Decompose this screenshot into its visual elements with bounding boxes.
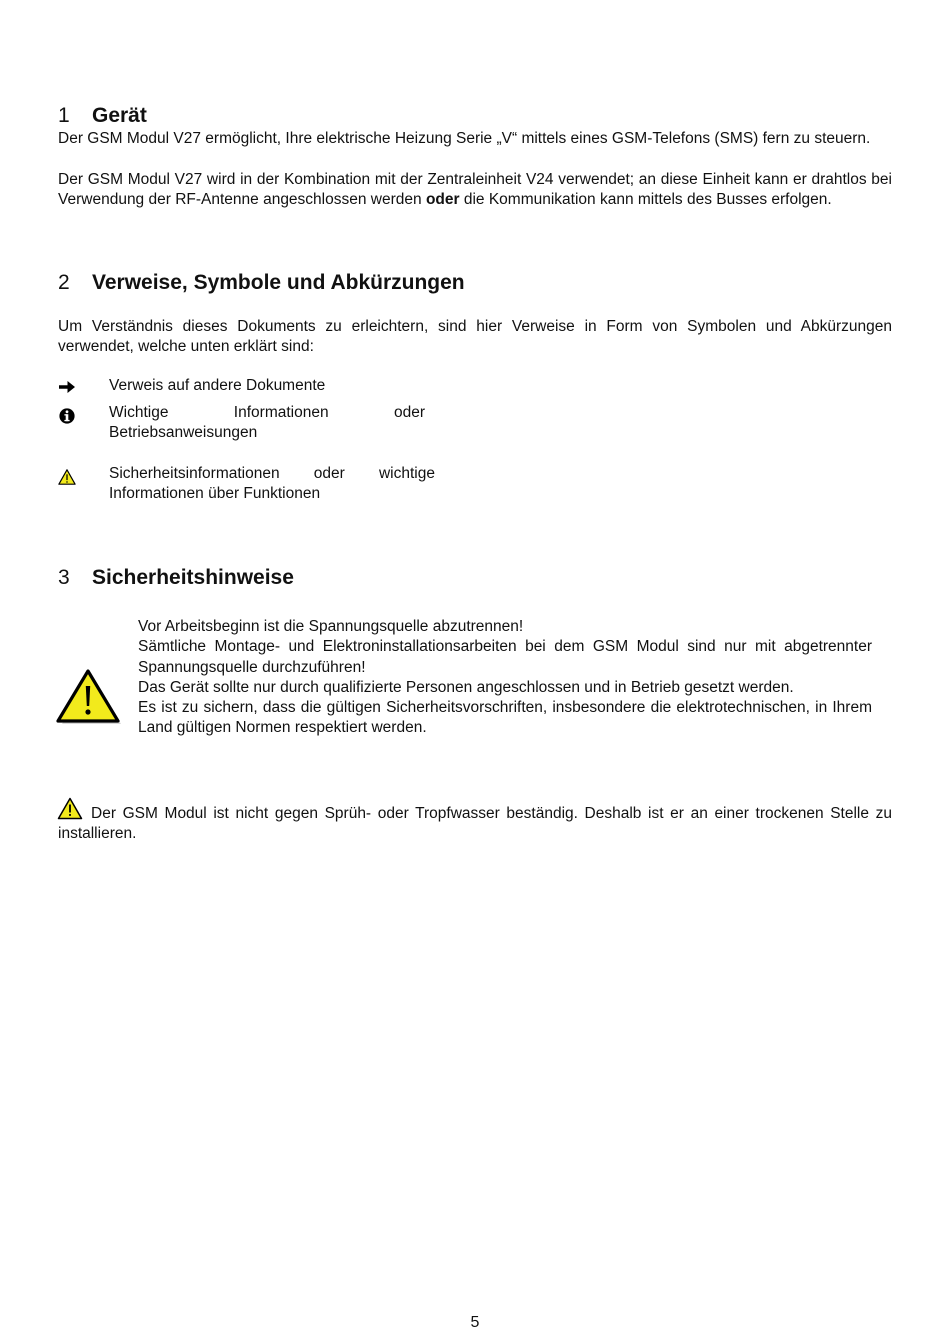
section-2-intro: Um Verständnis dieses Dokuments zu erleichtern, sind hier Verweise in Form von Symbolen und Abkürzungen verwendet, welche unten erklärt sind: (58, 318, 892, 356)
symbol-description: Sicherheitsinformationen oder wichtige Informationen über Funktionen (109, 465, 435, 503)
section-number: 3 (58, 566, 70, 589)
warning-triangle-icon (58, 468, 76, 486)
section-title: Sicherheitshinweise (92, 566, 294, 589)
section-number: 1 (58, 104, 70, 127)
section-title: Gerät (92, 104, 147, 127)
symbol-description: Verweis auf andere Dokumente (109, 377, 326, 394)
safety-line: Vor Arbeitsbeginn ist die Spannungsquelle abzutrennen! (138, 618, 524, 635)
warning-triangle-icon (56, 668, 122, 726)
safety-line: Sämtliche Montage- und Elektroninstallationsarbeiten bei dem GSM Modul sind nur mit abgetrennter Spannungsquelle durchzuführen! (138, 638, 872, 676)
symbol-row-info (58, 403, 438, 447)
safety-line: Es ist zu sichern, dass die gültigen Sicherheitsvorschriften, insbesondere die elektrotechnischen, in Ihrem Land gültigen Normen respektiert werden. (138, 699, 872, 737)
info-icon (58, 407, 76, 425)
safety-instructions (138, 617, 872, 739)
section-number: 2 (58, 271, 70, 294)
symbol-row-warning (58, 464, 438, 508)
paragraph-text: die Kommunikation kann mittels des Busses erfolgen. (459, 191, 832, 209)
section-1-paragraph-1: Der GSM Modul V27 ermöglicht, Ihre elektrische Heizung Serie „V“ mittels eines GSM-Telefons (SMS) fern zu steuern. (58, 130, 871, 147)
arrow-right-icon (58, 378, 76, 396)
symbol-row-reference (58, 376, 438, 398)
section-1-paragraph-2 (58, 170, 892, 211)
safety-line: Das Gerät sollte nur durch qualifizierte Personen angeschlossen und in Betrieb gesetzt werden. (138, 678, 794, 696)
section-3-heading (58, 566, 294, 590)
water-resistance-note: Der GSM Modul ist nicht gegen Sprüh- oder Tropfwasser beständig. Deshalb ist er an einer trockenen Stelle zu installieren. (58, 805, 892, 843)
paragraph-text: Der GSM Modul V27 wird in der Kombination mit der Zentraleinheit V24 verwendet; an diese Einheit kann er drahtlos bei Verwendung der RF-Antenne angeschlossen werden (58, 171, 892, 209)
section-2-heading (58, 271, 465, 295)
page-number: 5 (470, 1314, 480, 1331)
symbol-description: Wichtige Informationen oder Betriebsanweisungen (109, 404, 425, 442)
section-1-heading (58, 104, 147, 128)
emphasis-text: oder (425, 191, 460, 209)
section-title: Verweise, Symbole und Abkürzungen (92, 271, 465, 294)
